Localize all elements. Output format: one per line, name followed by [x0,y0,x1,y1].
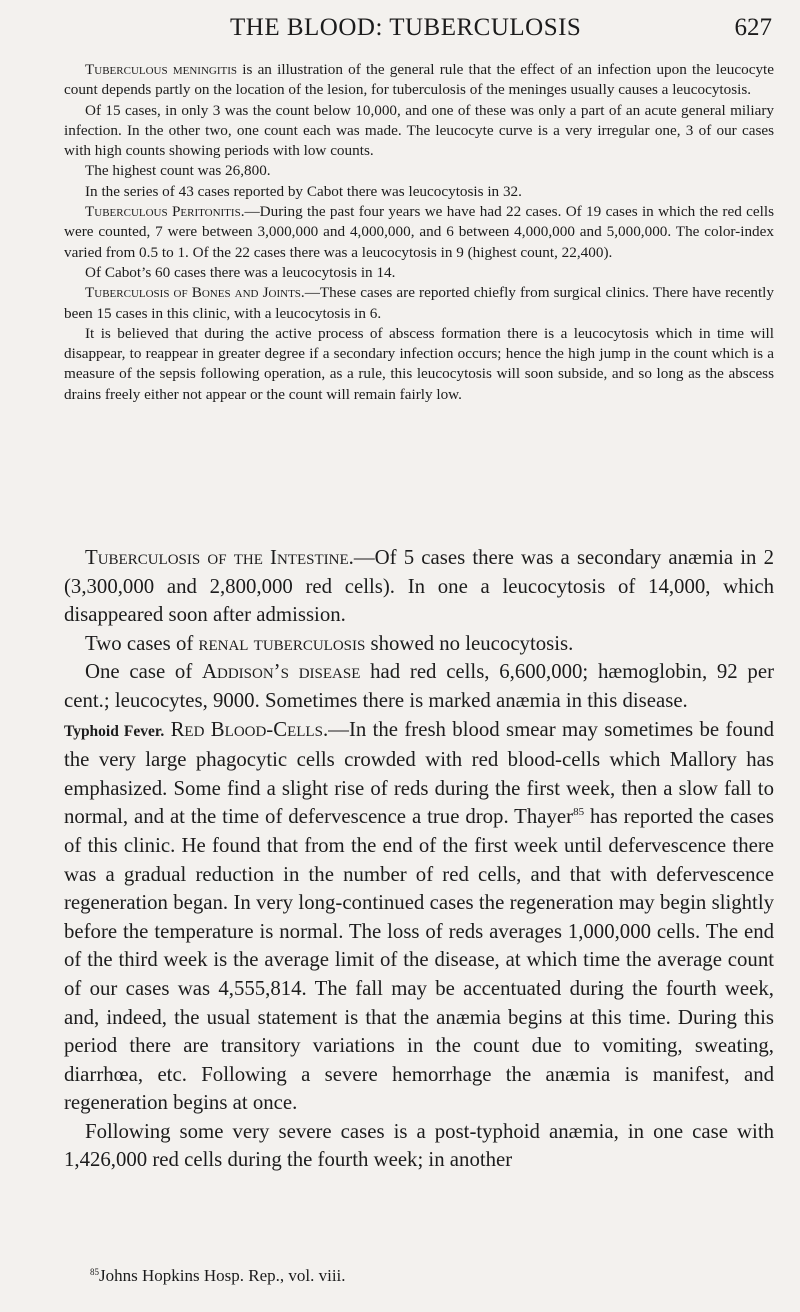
paragraph-text: .—Of 5 cases there was a secondary anæmia in 2 (3,300,000 and 2,800,000 red cells). In one a leucocytosis of 14,000, which disappeared soon after admission. [64,546,774,627]
paragraph-addisons [64,658,774,715]
topic-heading: Tuberculosis of the Intestine [85,546,349,569]
paragraph-typhoid-red-cells [64,716,774,1118]
paragraph-text: One case of [85,660,202,684]
topic-heading: Tuberculosis of Bones and Joints [85,284,301,302]
paragraph-tuberculous-meningitis [64,60,774,101]
paragraph-text: The highest count was 26,800. [85,162,271,180]
paragraph-text: showed no leucocytosis. [365,631,574,655]
paragraph-text: .—During the past four years we have had 22 cases. Of 19 cases in which the red cells were counted, 7 were between 3,000,000 and 4,000,000, and 6 between 4,000,000 and 5,000,000. The color-index varied from 0.5 to 1. Of the 22 cases there was a leucocytosis in 9 (highest count, 22,400). [64,203,774,261]
paragraph-renal [64,630,774,659]
topic-heading: Tuberculous Peritonitis [85,203,241,221]
topic-heading: Tuberculous meningitis [85,61,237,78]
paragraph-text: Of 15 cases, in only 3 was the count below 10,000, and one of these was only a part of an acute general miliary infection. In the other two, one count each was made. The leucocyte curve is a very irregular one, 3 of our cases with high counts showing periods with low counts. [64,101,774,160]
paragraph-text: has reported the cases of this clinic. He found that from the end of the first week until defervescence there was a gradual reduction in the number of red cells, and that with defervescence regeneration began. In very long-continued cases the regeneration may begin slightly before the temperature is normal. The loss of reds averages 1,000,000 cells. The end of the third week is the average limit of the disease, at which time the average count of our cases was 4,555,814. The fall may be accentuated during the fourth week, and, indeed, the usual statement is that the anæmia begins at this time. During this period there are transitory variations in the count due to vomiting, sweating, diarrhœa, etc. Following a severe hemorrhage the anæmia is manifest, and regeneration begins at once. [64,805,775,1115]
small-print-section [64,60,774,405]
topic-heading: Red Blood-Cells [170,717,323,741]
topic-heading: renal tuberculosis [198,631,366,655]
paragraph-text: is an illustration of the general rule that the effect of an infection upon the leucocyte count depends partly on the location of the lesion, for tuberculosis of the meninges usually causes a leucocytosis. [64,61,774,99]
paragraph-bones-joints [64,283,774,324]
page-number: 627 [734,14,772,41]
footnote-marker: 85 [90,1267,99,1277]
paragraph-text: had red cells, 6,600,000; hæmoglobin, 92 per cent.; leucocytes, 9000. Sometimes there is marked anæmia in this disease. [64,660,774,712]
paragraph-text: In the series of 43 cases reported by Cabot there was leucocytosis in 32. [85,182,522,200]
paragraph-intestine [64,544,774,630]
paragraph-text: It is believed that during the active process of abscess formation there is a leucocytosis which in time will disappear, to reappear in greater degree if a secondary infection occurs; hence the high jump in the count which is a measure of the sepsis following operation, as a rule, this leucocytosis will soon subside, and so long as the abscess drains freely either not appear or the count will remain fairly low. [64,324,774,403]
paragraph-text: Following some very severe cases is a post-typhoid anæmia, in one case with 1,426,000 red cells during the fourth week; in another [64,1119,774,1172]
paragraph-text: .—These cases are reported chiefly from surgical clinics. There have recently been 15 cases in this clinic, with a leucocytosis in 6. [64,284,774,322]
paragraph-tuberculous-peritonitis [64,202,774,263]
running-title: THE BLOOD: TUBERCULOSIS [230,14,582,41]
footnote-text: Johns Hopkins Hosp. Rep., vol. viii. [99,1266,346,1285]
footnote-reference[interactable]: 85 [573,806,585,819]
paragraph-text: Of Cabot’s 60 cases there was a leucocytosis in 14. [85,263,396,281]
paragraph-text: .—In the fresh blood smear may sometimes be found the very large phagocytic cells crowded with red blood-cells which Mallory has emphasized. Some find a slight rise of reds during the first week, then a slow fall to normal, and at the time of defervescence a true drop. Thayer [64,717,775,829]
side-heading: Typhoid Fever. [64,722,165,740]
page-header [68,14,772,50]
large-print-section [64,544,774,1175]
footnote [90,1266,346,1286]
paragraph-text: Two cases of [85,631,199,655]
topic-heading: Addison’s disease [202,660,361,684]
